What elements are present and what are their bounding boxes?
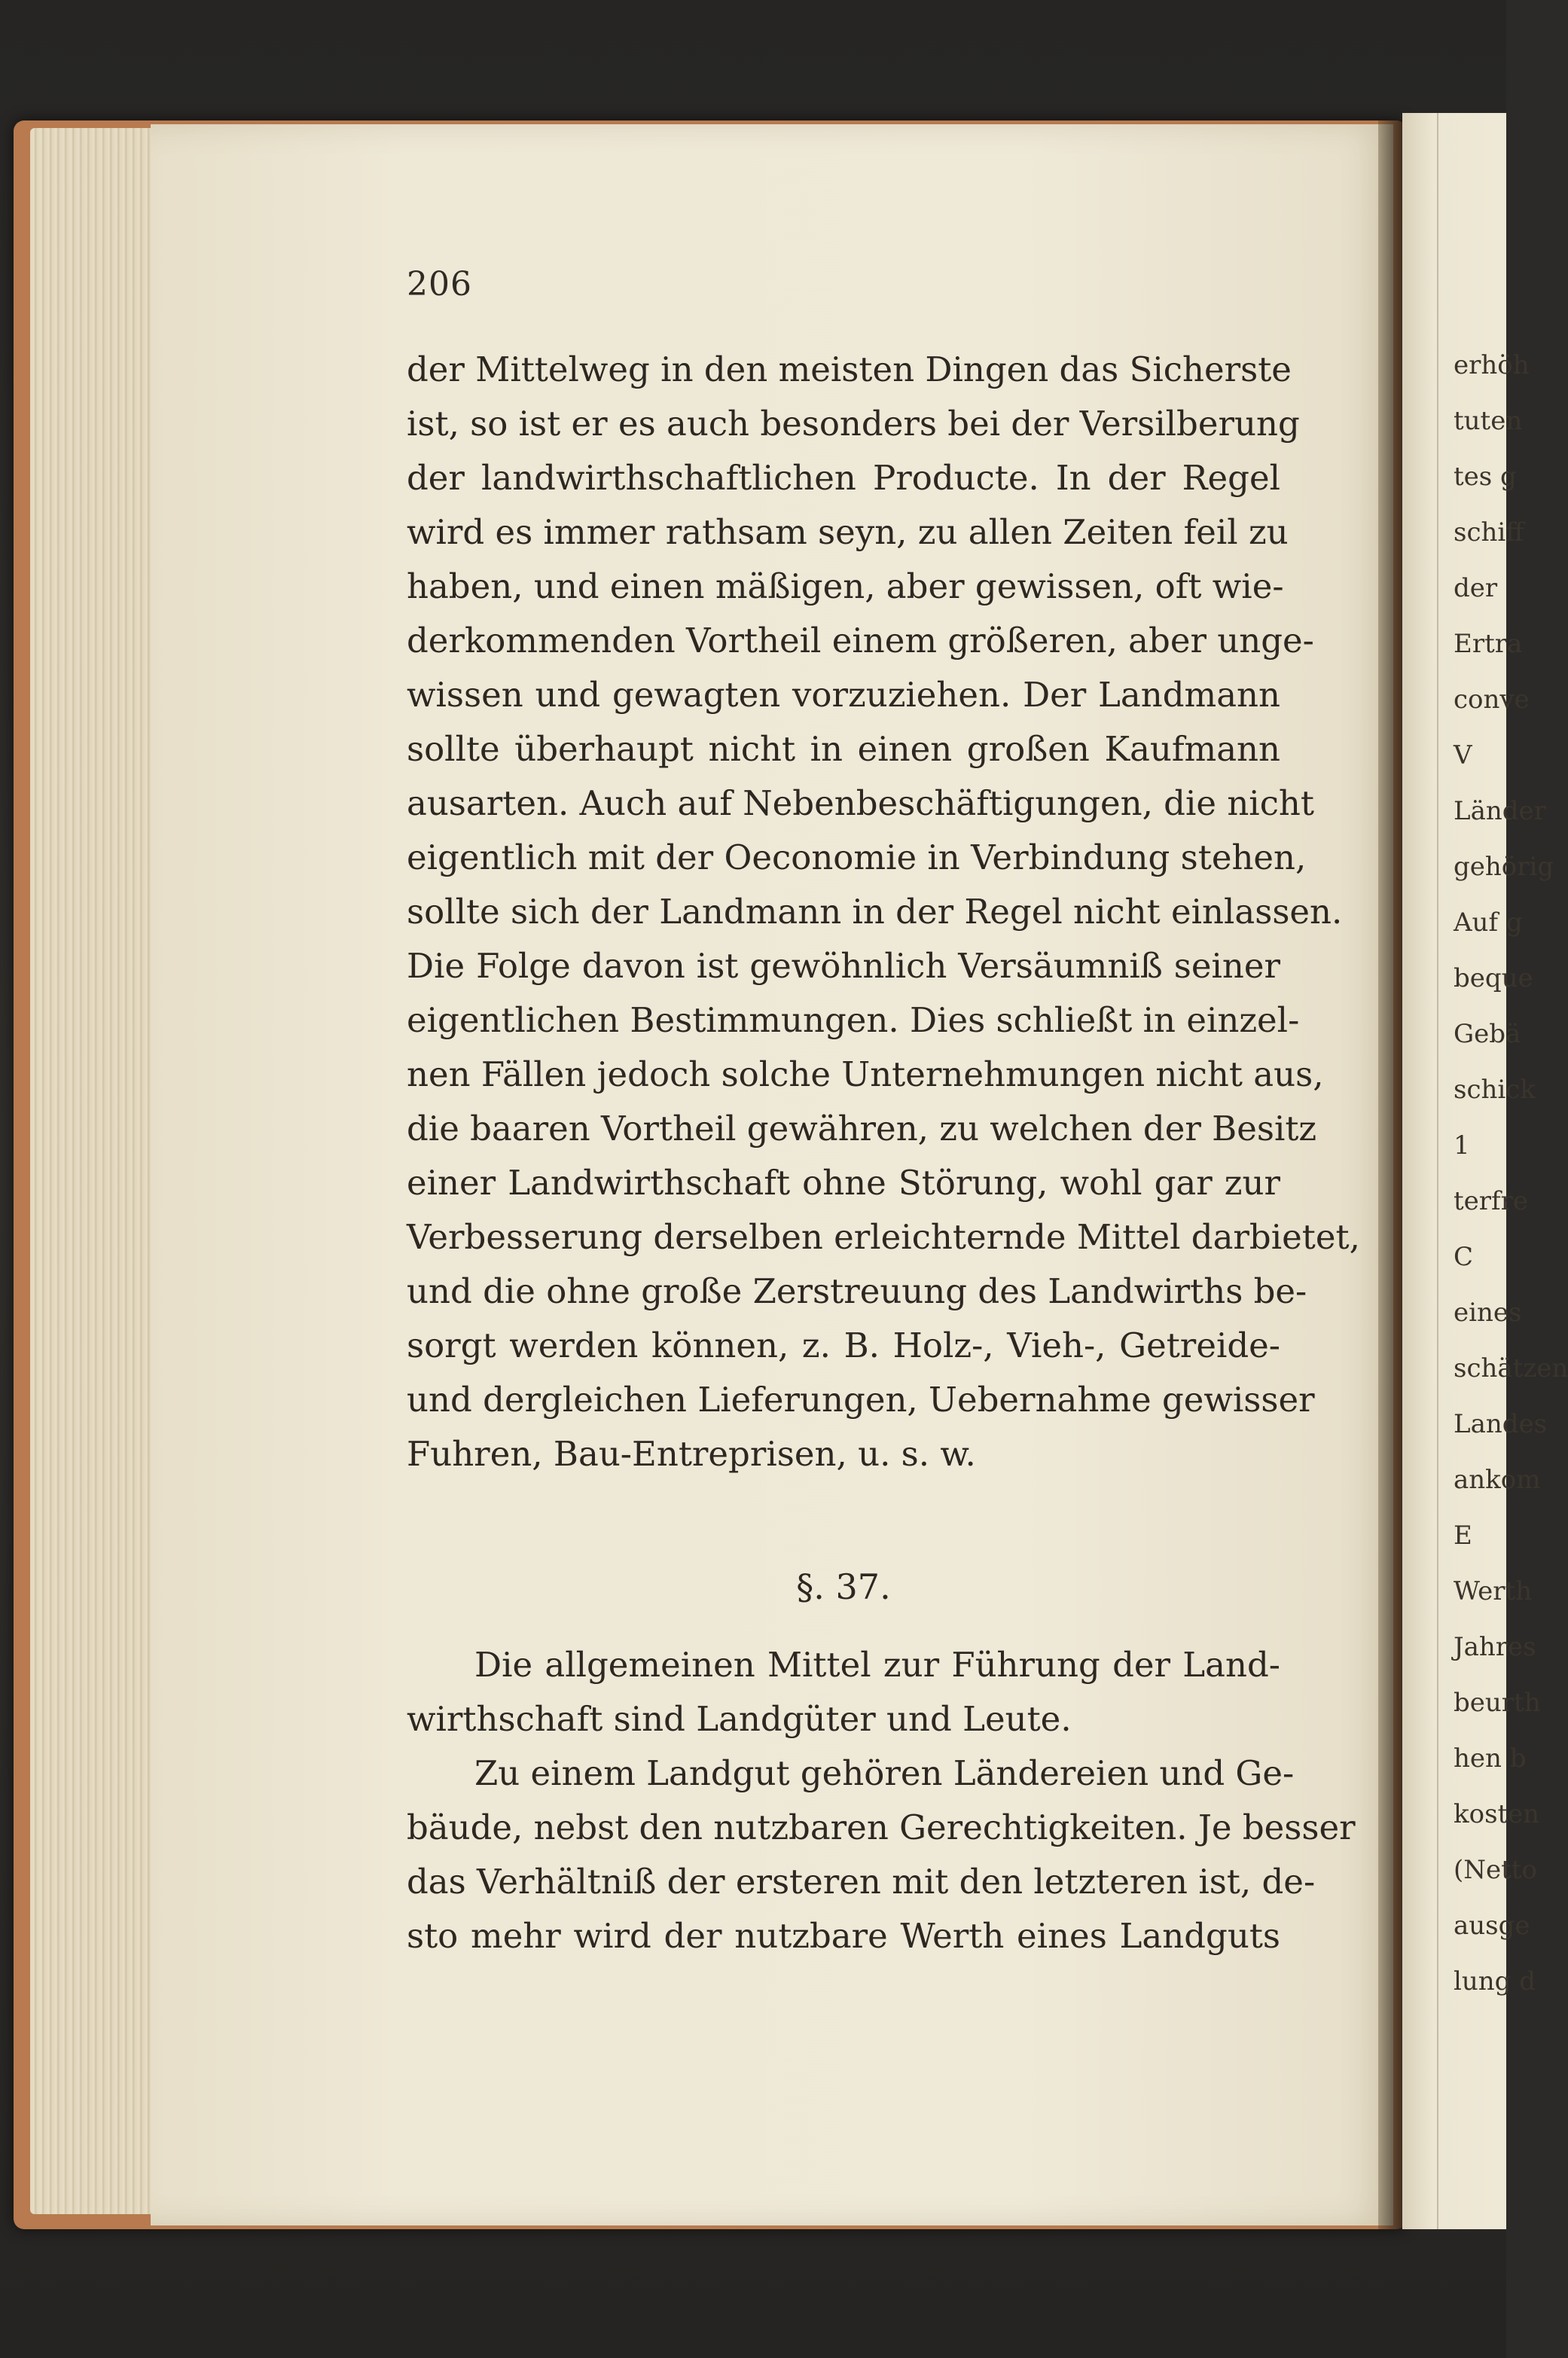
text-line: und dergleichen Lieferungen, Uebernahme gewisser — [407, 1380, 1315, 1420]
text-line: wissen und gewagten vorzuziehen. Der Landmann — [407, 675, 1280, 715]
text-line: eigentlichen Bestimmungen. Dies schließt in einzel- — [407, 1000, 1300, 1040]
facing-page-fragment: kosten — [1454, 1799, 1540, 1829]
text-line: sorgt werden können, z. B. Holz-, Vieh-, Getreide- — [407, 1325, 1280, 1365]
facing-page-fragment: tes g — [1454, 462, 1517, 492]
text-line: sollte sich der Landmann in der Regel nicht einlassen. — [407, 892, 1343, 932]
facing-page-fragment: terfre — [1454, 1186, 1528, 1216]
facing-page-fragment: conve — [1454, 685, 1530, 715]
facing-page-fragment: ankom — [1454, 1465, 1541, 1495]
text-line: der Mittelweg in den meisten Dingen das Sicherste — [407, 349, 1292, 389]
page-number: 206 — [407, 265, 472, 304]
text-line: Die Folge davon ist gewöhnlich Versäumniß seiner — [407, 946, 1280, 986]
facing-page-fragment: E — [1454, 1521, 1472, 1551]
text-line: die baaren Vortheil gewähren, zu welchen der Besitz — [407, 1109, 1317, 1148]
text-line: wirthschaft sind Landgüter und Leute. — [407, 1699, 1072, 1739]
right-page-fragment — [1402, 113, 1568, 2229]
facing-page-fragment: Länder — [1454, 796, 1546, 826]
text-line: Die allgemeinen Mittel zur Führung der Land- — [474, 1645, 1280, 1685]
facing-page-fragment: eines — [1454, 1298, 1522, 1328]
facing-page-fragment: Jahres — [1454, 1632, 1536, 1662]
facing-page-fragment: V — [1454, 740, 1472, 770]
text-line: bäude, nebst den nutzbaren Gerechtigkeiten. Je besser — [407, 1807, 1356, 1847]
facing-page-fragment: Werth — [1454, 1576, 1533, 1606]
facing-page-fragment: lung d — [1454, 1966, 1536, 1997]
text-line: und die ohne große Zerstreuung des Landwirths be- — [407, 1271, 1307, 1311]
facing-page-fragment: Auf g — [1454, 908, 1523, 938]
text-line: sollte überhaupt nicht in einen großen Kaufmann — [407, 729, 1280, 769]
text-line: Verbesserung derselben erleichternde Mittel darbietet, — [407, 1217, 1360, 1257]
facing-page-fragment: erhöh — [1454, 350, 1530, 380]
facing-page-fragment: gehörig — [1454, 852, 1554, 882]
text-line: derkommenden Vortheil einem größeren, aber unge- — [407, 621, 1314, 660]
facing-page-fragment: Gebä — [1454, 1019, 1521, 1049]
paragraphs-2-3 — [407, 1638, 1356, 1963]
facing-page-fragment: Ertra — [1454, 629, 1523, 659]
text-line: ausarten. Auch auf Nebenbeschäftigungen, die nicht — [407, 783, 1314, 823]
text-line: wird es immer rathsam seyn, zu allen Zeiten feil zu — [407, 512, 1289, 552]
text-line: haben, und einen mäßigen, aber gewissen, oft wie- — [407, 566, 1284, 606]
text-line: nen Fällen jedoch solche Unternehmungen nicht aus, — [407, 1054, 1324, 1094]
text-line: das Verhältniß der ersteren mit den letzteren ist, de- — [407, 1862, 1316, 1902]
text-line: einer Landwirthschaft ohne Störung, wohl gar zur — [407, 1163, 1280, 1203]
facing-page-fragment: beurth — [1454, 1688, 1541, 1718]
text-line: Zu einem Landgut gehören Ländereien und Ge- — [474, 1753, 1295, 1793]
facing-page-fragment: C — [1454, 1242, 1474, 1272]
text-line: Fuhren, Bau-Entreprisen, u. s. w. — [407, 1434, 976, 1474]
facing-page-fragment: Landes — [1454, 1409, 1548, 1439]
facing-page-fragment: 1 — [1454, 1130, 1470, 1161]
facing-page-fragment: schätzen — [1454, 1353, 1568, 1383]
right-page-edge — [1437, 113, 1438, 2229]
facing-page-fragment: schiff — [1454, 517, 1524, 548]
facing-page-fragment: ausge — [1454, 1911, 1530, 1941]
text-line: eigentlich mit der Oeconomie in Verbindung stehen, — [407, 837, 1307, 877]
text-line: ist, so ist er es auch besonders bei der Versilberung — [407, 404, 1300, 444]
paragraph-1 — [407, 343, 1360, 1481]
facing-page-fragment: beque — [1454, 963, 1533, 993]
text-line: sto mehr wird der nutzbare Werth eines Landguts — [407, 1916, 1280, 1956]
facing-page-fragment: hen b — [1454, 1743, 1527, 1774]
section-heading: §. 37. — [796, 1566, 891, 1607]
facing-page-fragment: der — [1454, 573, 1498, 603]
facing-page-fragment: schick — [1454, 1075, 1536, 1105]
facing-page-fragment: (Netto — [1454, 1855, 1537, 1885]
text-line: der landwirthschaftlichen Producte. In der Regel — [407, 458, 1280, 498]
facing-page-fragment: tuten — [1454, 406, 1523, 436]
